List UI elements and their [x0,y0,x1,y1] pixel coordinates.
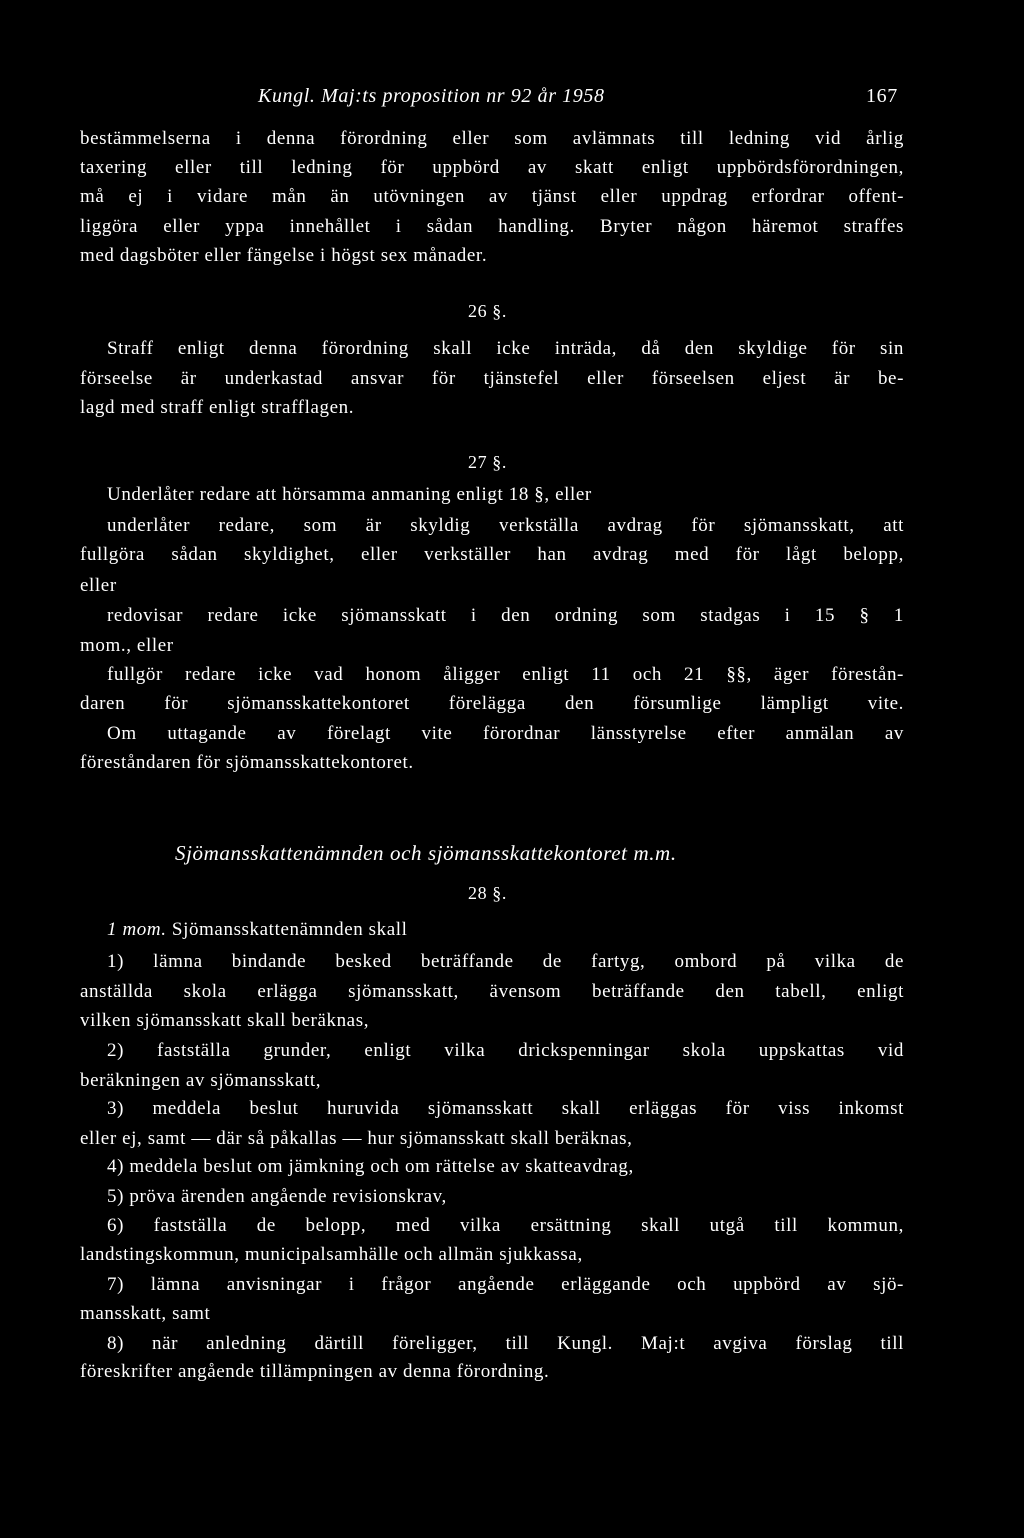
list-item: 3) meddela beslut huruvida sjömansskatt skall erläggas för viss inkomst [107,1098,904,1119]
text-line: lagd med straff enligt strafflagen. [80,397,355,418]
text-line: anställda skola erlägga sjömansskatt, ävensom beträffande den tabell, enligt [80,981,904,1002]
list-item: 2) fastställa grunder, enligt vilka drickspenningar skola uppskattas vid [107,1040,904,1061]
text-line: föreståndaren för sjömansskattekontoret. [80,752,414,773]
mom-text: Sjömansskattenämnden skall [171,919,408,940]
list-item: 4) meddela beslut om jämkning och om rättelse av skatteavdrag, [107,1156,634,1177]
mom-label: 1 mom. [107,919,167,940]
list-item: 7) lämna anvisningar i frågor angående erläggande och uppbörd av sjö- [107,1274,904,1295]
page-number: 167 [866,85,898,107]
list-item: 8) när anledning därtill föreligger, till Kungl. Maj:t avgiva förslag till [107,1333,904,1354]
text-line: Straff enligt denna förordning skall icke inträda, då den skyldige för sin [107,338,904,359]
section-heading-27: 27 §. [468,452,507,472]
section-heading-26: 26 §. [468,301,507,321]
text-line: liggöra eller yppa innehållet i sådan handling. Bryter någon häremot straffes [80,216,904,237]
text-line: Underlåter redare att hörsamma anmaning enligt 18 §, eller [107,484,592,505]
section-heading-28: 28 §. [468,883,507,903]
text-line: med dagsböter eller fängelse i högst sex månader. [80,245,488,266]
text-line: beräkningen av sjömansskatt, [80,1070,322,1091]
list-item: 5) pröva ärenden angående revisionskrav, [107,1186,447,1207]
text-line: Om uttagande av förelagt vite förordnar länsstyrelse efter anmälan av [107,723,904,744]
list-item: 1) lämna bindande besked beträffande de fartyg, ombord på vilka de [107,951,904,972]
text-line: föreskrifter angående tillämpningen av denna förordning. [80,1361,550,1382]
text-line: daren för sjömansskattekontoret förelägga den försumlige lämpligt vite. [80,693,904,714]
text-line: vilken sjömansskatt skall beräknas, [80,1010,370,1031]
text-line: mansskatt, samt [80,1303,211,1324]
text-line: eller [80,575,117,596]
text-line: bestämmelserna i denna förordning eller som avlämnats till ledning vid årlig [80,128,904,149]
text-line: redovisar redare icke sjömansskatt i den ordning som stadgas i 15 § 1 [107,605,904,626]
text-line: förseelse är underkastad ansvar för tjänstefel eller förseelsen eljest är be- [80,368,904,389]
text-line: fullgöra sådan skyldighet, eller verkställer han avdrag med för lågt belopp, [80,544,904,565]
text-line: mom., eller [80,635,174,656]
text-line: taxering eller till ledning för uppbörd av skatt enligt uppbördsförordningen, [80,157,904,178]
list-item: 6) fastställa de belopp, med vilka ersättning skall utgå till kommun, [107,1215,904,1236]
text-line: underlåter redare, som är skyldig verkställa avdrag för sjömansskatt, att [107,515,904,536]
mom-line [107,920,408,939]
running-title: Kungl. Maj:ts proposition nr 92 år 1958 [258,85,605,107]
text-line: fullgör redare icke vad honom åligger enligt 11 och 21 §§, äger förestån- [107,664,904,685]
chapter-subheading: Sjömansskattenämnden och sjömansskattekontoret m.m. [175,841,677,865]
text-line: eller ej, samt — där så påkallas — hur sjömansskatt skall beräknas, [80,1128,633,1149]
text-line: må ej i vidare mån än utövningen av tjänst eller uppdrag erfordrar offent- [80,186,904,207]
text-line: landstingskommun, municipalsamhälle och allmän sjukkassa, [80,1244,583,1265]
